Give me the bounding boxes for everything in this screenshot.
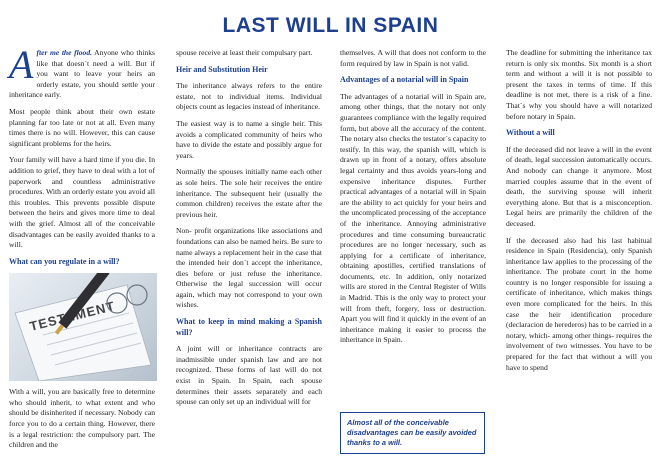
- column-4: [506, 48, 652, 379]
- paragraph: The deadline for submitting the inheritance tax return is only six months. Six month is a short term and without a will it is not possible to present the taxes in terms of time. If this deadline is not met, there is a risk of a fine. That´s why you should have a will notarized before notary in Spain.: [506, 48, 652, 121]
- drop-cap: A: [9, 42, 34, 87]
- paragraph: The advantages of a notarial will in Spain are, among other things, that the notary not only guarantees compliance with the legally required form, but above all the accuracy of the content. The notary also checks the testator´s capacity to testify. In this way, the spanish will, which is drawn up in front of a notary, offers absolute legal certainty and thus avoids years-long and expensive inheritance disputes. Further practical advantages of a notarial will in Spain are the ability to act quickly for your heirs and the uncomplicated processing of the acceptance of the inheritance. Annoying administrative procedures and time consuming bureaucratic procedures are no longer necessary, such as applying for a certificate of inheritance, obtaining apostilles, certified translations of documents, etc. In addition, only notarized wills are stored in the Central Register of Wills in Madrid. This is the only way to protect your will from theft, forgery, loss or destruction. Apart you will find it quickly in the event of an inheritance making it easier to process the inheritance in Spain.: [340, 91, 486, 345]
- paragraph: The easiest way is to name a single heir. This avoids a complicated community of heirs who have to divide the estate and possibly argue for years.: [176, 118, 322, 160]
- column-2: [176, 48, 322, 414]
- paragraph: Most people think about their own estate planning far too late or not at all. Even many times there is no will. However, this can cause significant problems for the heirs.: [9, 106, 155, 148]
- pull-quote: Almost all of the conceivable disadvantages can be easily avoided thanks to a will.: [340, 412, 485, 454]
- section-heading: What to keep in mind making a Spanish will?: [176, 317, 322, 337]
- paragraph: Normally the spouses initially name each other as sole heirs. The sole heir receives the entire inheritance. The subsequent heir (usually the common children) receives the estate after the previous heir.: [176, 167, 322, 219]
- testament-photo: [9, 273, 157, 381]
- section-heading: What can you regulate in a will?: [9, 256, 120, 266]
- paragraph: If the deceased did not leave a will in the event of death, legal succession automatically occurs. And nobody can change it anymore. Most married couples assume that in the event of death, the surviving spouse will inherit everything alone. But that is a misconception. Legal heirs are primarily the children of the deceased.: [506, 144, 652, 228]
- column-1: [9, 42, 155, 457]
- column-3: [340, 48, 486, 352]
- paragraph: If the deceased also had his last habitual residence in Spain (Residencia), only Spanish inheritance law applies to the processing of the inheritance. The probate court in the home country is no longer responsible for issuing a certificate of inheritance, which makes things even more complicated for the heirs. In this case the heir identification procedure (declaracion de herederos) has to be carried in a notary, which- among other things- requires the involvement of two witnesses. You have to be prepared for the fact that without a will you have to spend: [506, 235, 652, 372]
- paragraph: With a will, you are basically free to determine who should inherit, to what extent and who should be disinherited if necessary. Nobody can force you to do a certain thing. However, there is a legal restriction: the compulsory part. The children and the: [9, 387, 155, 450]
- intro-paragraph: [9, 42, 155, 101]
- paragraph: Non- profit organizations like associations and foundations can also be named heirs. Be sure to name always a replacement heir in the case that the intended heir don´t accept the inheritance, dies before or just refuse the inheritance. Otherwise the legal succession will occur again, which may not correspond to your own wishes.: [176, 226, 322, 310]
- paragraph: spouse receive at least their compulsary part.: [176, 48, 313, 57]
- section-heading: Advantages of a notarial will in Spain: [340, 75, 469, 85]
- paragraph: A joint will or inheritance contracts are inadmissible under spanish law and are not recognized. These forms of last will do not exist in Spain. In Spain, each spouse determines their assets separately and each spouse can only set up an individual will for: [176, 344, 322, 407]
- lead-phrase: fter me the flood.: [36, 48, 93, 57]
- section-heading: Heir and Substitution Heir: [176, 64, 268, 74]
- intro-text: Anyone who thinks like that doesn´t need a will. But if you want to leave your heirs an orderly estate, you should settle your inheritance early.: [9, 48, 155, 100]
- section-heading: Without a will: [506, 128, 555, 138]
- paragraph: Your family will have a hard time if you die. In addition to grief, they have to deal with a lot of paperwork and countless administrative procedures. With an orderly estate you avoid all this troubles. This prevents possible dispute between the heirs and gives more time to deal with the grief. Almost all of the conceivable disadvantages can be easily avoided thanks to a will.: [9, 155, 155, 250]
- paragraph: The inheritance always refers to the entire estate, not to individual items. Individual objects count as legacies instead of inheritance.: [176, 81, 322, 112]
- paragraph: themselves. A will that does not conform to the form required by law in Spain is not valid.: [340, 48, 486, 68]
- page-title: LAST WILL IN SPAIN: [222, 14, 439, 37]
